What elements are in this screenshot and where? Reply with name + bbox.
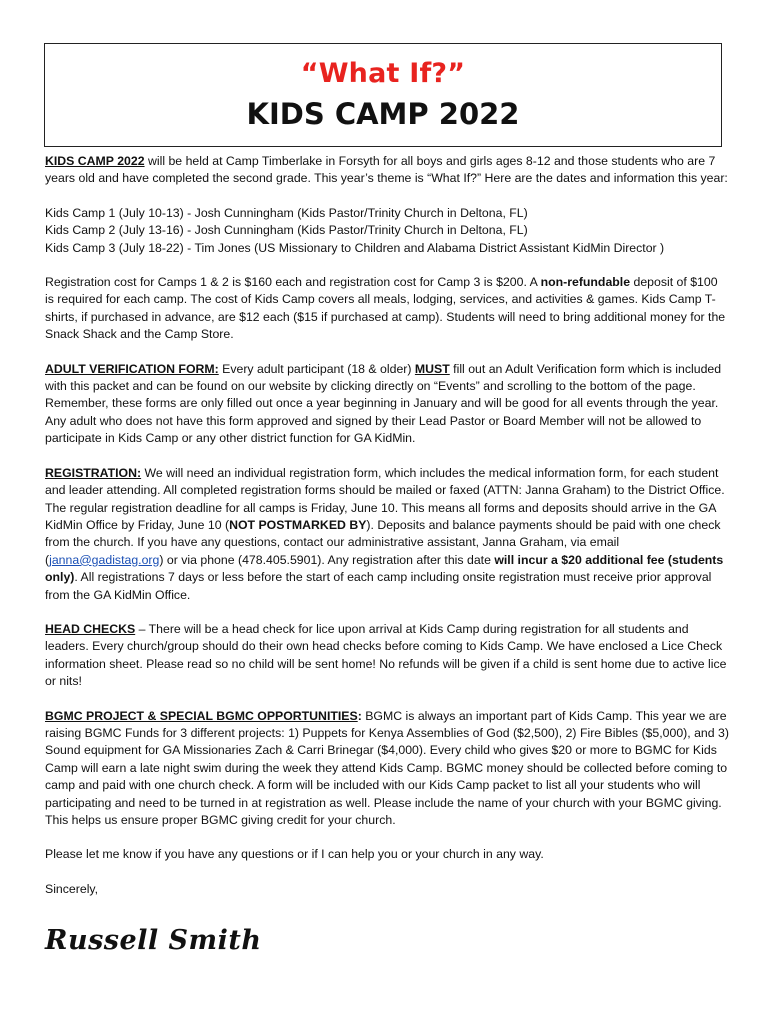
head-checks-heading: HEAD CHECKS bbox=[45, 621, 136, 636]
email-link[interactable]: janna@gadistag.org bbox=[49, 552, 160, 567]
signature: Russell Smith bbox=[45, 925, 262, 956]
adult-text-1: Every adult participant (18 & older) bbox=[218, 361, 415, 376]
must-label: MUST bbox=[414, 361, 450, 376]
cost-paragraph bbox=[45, 274, 729, 344]
bgmc-text: BGMC is always an important part of Kids Camp. This year we are raising BGMC Funds for 3 different projects: 1) Puppets for Kenya Assemblies of God ($2,500), 2) Fire Bibles ($5,000), and 3) Sound equipment for GA Missionaries Zach & Carri Brinegar ($4,000). Every child who gives $20 or more to BGMC for Kids Camp will earn a late night swim during the week they attend Kids Camp. BGMC money should be collected before coming to camp and paid with one church check. A form will be included with our Kids Camp packet to list all your students who will participating and need to be turned in at registration as well. Please include the name of your church with your BGMC giving. This helps us ensure proper BGMC giving credit for your church. bbox=[45, 708, 729, 827]
theme-title: “What If?” bbox=[300, 58, 466, 89]
intro-paragraph bbox=[45, 153, 729, 188]
closing-line: Please let me know if you have any questions or if I can help you or your church in any way. bbox=[45, 847, 544, 862]
non-refundable-label: non-refundable bbox=[540, 275, 631, 290]
adult-verification-paragraph bbox=[45, 361, 729, 448]
intro-lead: KIDS CAMP 2022 bbox=[45, 154, 145, 168]
camp-item: Kids Camp 3 (July 18-22) - Tim Jones (US Missionary to Children and Alabama District Assistant KidMin Director ) bbox=[45, 240, 665, 255]
title-box bbox=[44, 43, 722, 147]
registration-heading: REGISTRATION: bbox=[45, 465, 142, 480]
adult-verification-heading: ADULT VERIFICATION FORM: bbox=[45, 361, 219, 376]
cost-text-2: deposit of $100 is required for each camp. The cost of Kids Camp covers all meals, lodging, services, and activities & games. Kids Camp T-shirts, if purchased in advance, are $12 each ($15 if purchased at camp). Students will need to bring additional money for the Snack Shack and the Camp Store. bbox=[45, 275, 726, 342]
registration-text-2: ). Deposits and balance payments should be paid with one check from the church. If you have any questions, contact our administrative assistant, Janna Graham, via email ( bbox=[45, 517, 721, 567]
camp-item: Kids Camp 2 (July 13-16) - Josh Cunningham (Kids Pastor/Trinity Church in Deltona, FL) bbox=[45, 223, 528, 238]
registration-paragraph bbox=[45, 465, 729, 604]
camp-item: Kids Camp 1 (July 10-13) - Josh Cunningham (Kids Pastor/Trinity Church in Deltona, FL) bbox=[45, 205, 528, 220]
bgmc-heading: BGMC PROJECT & SPECIAL BGMC OPPORTUNITIES bbox=[45, 708, 358, 723]
registration-text-4: . All registrations 7 days or less before the start of each camp including onsite registration must receive prior approval from the GA KidMin Office. bbox=[45, 570, 712, 602]
letter-body bbox=[45, 153, 729, 915]
adult-text-2: fill out an Adult Verification form which is included with this packet and can be found on our website by clicking directly on “Events” and scrolling to the bottom of the page. Remember, these forms are only filled out once a year beginning in January and will be good for all events through the year. Any adult who does not have this form approved and signed by their Lead Pastor or Board Member will not be allowed to participate in Kids Camp or any other district function for GA KidMin. bbox=[45, 361, 722, 446]
late-fee-label: will incur a $20 additional fee (students only) bbox=[45, 552, 724, 585]
bgmc-colon: : bbox=[357, 708, 362, 723]
sincerely: Sincerely, bbox=[45, 881, 99, 896]
camp-list bbox=[45, 205, 729, 257]
camp-title: KIDS CAMP 2022 bbox=[246, 97, 520, 131]
head-checks-paragraph bbox=[45, 621, 729, 691]
registration-text-1: We will need an individual registration form, which includes the medical information form, for each student and leader attending. All completed registration forms should be mailed or faxed (ATTN: Janna Graham) to the District Office. The regular registration deadline for all camps is Friday, June 10. This means all forms and deposits should arrive in the GA KidMin Office by Friday, June 10 ( bbox=[45, 465, 725, 532]
not-postmarked-label: NOT POSTMARKED BY bbox=[229, 517, 367, 532]
intro-text: will be held at Camp Timberlake in Forsyth for all boys and girls ages 8-12 and those students who are 7 years old and have completed the second grade. This year’s theme is “What If?” Here are the dates and information this year: bbox=[45, 154, 728, 186]
bgmc-paragraph bbox=[45, 708, 729, 830]
registration-text-3: ) or via phone (478.405.5901). Any registration after this date bbox=[159, 552, 495, 567]
head-checks-text: – There will be a head check for lice upon arrival at Kids Camp during registration for all students and leaders. Every church/group should do their own head checks before coming to Kids Camp. We have enclosed a Lice Check information sheet. Please read so no child will be sent home! No refunds will be given if a child is sent home due to active lice or nits! bbox=[45, 621, 727, 689]
cost-text-1: Registration cost for Camps 1 & 2 is $160 each and registration cost for Camp 3 is $200. A bbox=[45, 275, 541, 290]
